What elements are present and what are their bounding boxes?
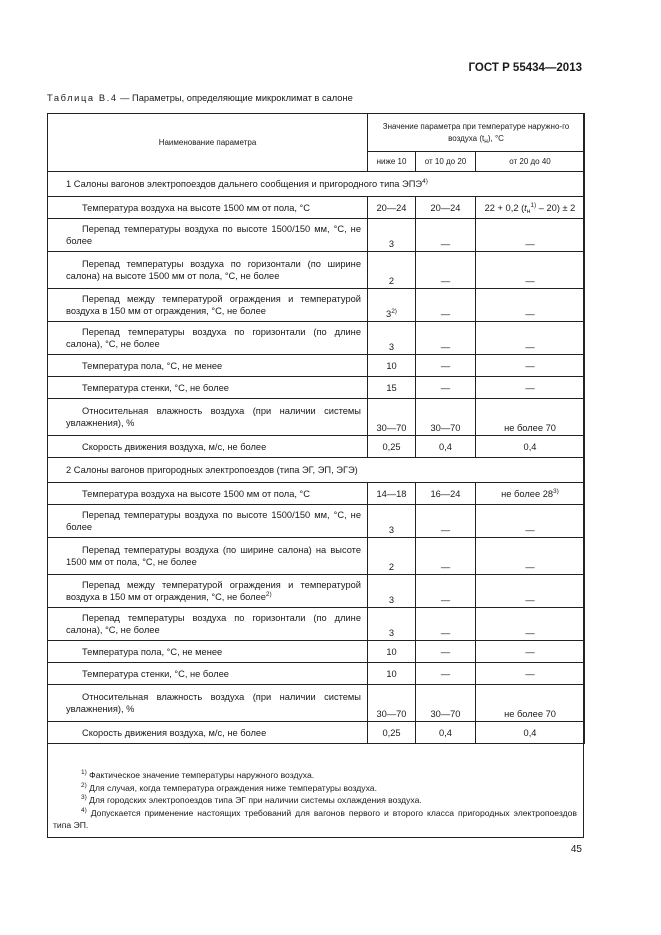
footnote-text: Для случая, когда температура ограждения ниже температуры воздуха. — [86, 782, 377, 793]
section-1-body — [48, 172, 585, 458]
value-10-20: — — [440, 382, 451, 393]
table-row — [48, 197, 585, 219]
value-below-10-cell — [368, 608, 416, 641]
param-name: Перепад температуры воздуха (по ширине салона) на высоте 1500 мм от пола, °С, не более — [66, 545, 361, 567]
param-name: Перепад между температурой ограждения и температурой воздуха в 150 мм от ограждения, °С, не более — [66, 580, 361, 602]
header-group-title: Значение параметра при температуре наружно-го воздуха (t — [382, 121, 570, 143]
value-formula-variable: t — [524, 202, 527, 213]
value-10-20-cell — [416, 608, 476, 641]
value-20-40: — — [525, 309, 535, 319]
section-title-footnote: 4) — [422, 178, 428, 185]
table-row — [48, 663, 585, 685]
value-below-10-cell — [368, 377, 416, 399]
value-10-20: 30—70 — [430, 709, 461, 719]
param-name: Температура воздуха на высоте 1500 мм от пола, °С — [82, 202, 310, 213]
value-10-20-cell — [416, 575, 476, 608]
section-title — [48, 172, 585, 197]
table-row — [48, 505, 585, 538]
table-row — [48, 377, 585, 399]
value-10-20-cell — [416, 483, 476, 505]
value-20-40-cell — [476, 197, 585, 219]
value-10-20: 0,4 — [439, 727, 452, 738]
param-name: Перепад температуры воздуха по высоте 1500/150 мм, °С, не более — [66, 224, 361, 246]
header-value-group — [368, 114, 585, 152]
value-20-40: — — [525, 239, 535, 249]
table-row — [48, 322, 585, 355]
value-20-40-cell — [476, 575, 585, 608]
table-row — [48, 289, 585, 322]
param-name-cell — [48, 436, 368, 458]
value-below-10-cell — [368, 219, 416, 252]
value-10-20: 20—24 — [430, 202, 461, 213]
value-10-20-cell — [416, 377, 476, 399]
value-10-20-cell — [416, 355, 476, 377]
value-10-20: — — [440, 309, 451, 319]
value-20-40-cell — [476, 252, 585, 289]
value-20-40-cell — [476, 608, 585, 641]
param-name-cell — [48, 377, 368, 399]
value-below-10: 2 — [388, 562, 395, 572]
page-number: 45 — [570, 844, 582, 855]
table-row — [48, 436, 585, 458]
value-below-10-cell — [368, 436, 416, 458]
value-below-10: 10 — [386, 360, 397, 371]
header-group-sub: н — [484, 137, 488, 145]
header-group-tail: ), °С — [487, 133, 504, 143]
value-20-40-cell — [476, 663, 585, 685]
value-20-40: — — [525, 342, 535, 352]
value-formula-end: – 20) ± 2 — [536, 202, 576, 213]
section-2-body — [48, 458, 585, 744]
value-20-40-cell — [476, 219, 585, 252]
value-20-40: 0,4 — [523, 441, 537, 452]
footnote-text: Для городских электропоездов типа ЭГ при наличии системы охлаждения воздуха. — [86, 795, 422, 805]
value-below-10: 10 — [386, 668, 397, 679]
microclimate-table — [47, 113, 585, 744]
table-row — [48, 641, 585, 663]
value-20-40-cell — [476, 399, 585, 436]
value-below-10: 3 — [388, 239, 395, 249]
value-20-40: — — [525, 646, 535, 657]
section-title-text: 2 Салоны вагонов пригородных электропоездов (типа ЭГ, ЭП, ЭГЭ) — [66, 465, 358, 475]
param-name: Перепад между температурой ограждения и температурой воздуха в 150 мм от ограждения, °С, не более — [66, 294, 361, 316]
param-name-cell — [48, 289, 368, 322]
value-10-20-cell — [416, 252, 476, 289]
param-name-cell — [48, 575, 368, 608]
value-below-10: 3 — [386, 309, 392, 319]
section-title — [48, 458, 585, 483]
value-below-10-cell — [368, 399, 416, 436]
value-20-40: — — [525, 360, 535, 371]
table-row — [48, 575, 585, 608]
value-below-10: 3 — [388, 595, 395, 605]
value-10-20: 16—24 — [430, 488, 461, 499]
value-footnote: 1) — [530, 201, 537, 209]
param-name-cell — [48, 641, 368, 663]
value-20-40: — — [525, 562, 535, 572]
value-below-10-cell — [368, 322, 416, 355]
value-below-10-cell — [368, 197, 416, 219]
value-20-40-cell — [476, 355, 585, 377]
value-10-20-cell — [416, 505, 476, 538]
section-title-text: 1 Салоны вагонов электропоездов дальнего сообщения и пригородного типа ЭПЭ — [66, 179, 423, 189]
value-20-40-cell — [476, 505, 585, 538]
param-name: Скорость движения воздуха, м/с, не более — [82, 727, 267, 738]
footnote-mark: 1) — [81, 769, 87, 776]
value-20-40-cell — [476, 436, 585, 458]
table-row — [48, 608, 585, 641]
value-10-20-cell — [416, 399, 476, 436]
param-name-cell — [48, 608, 368, 641]
value-10-20: — — [440, 646, 451, 657]
value-10-20: 0,4 — [439, 441, 452, 452]
header-col-10-20: от 10 до 20 — [416, 152, 476, 172]
value-20-40: — — [525, 595, 535, 605]
value-below-10: 14—18 — [376, 488, 407, 499]
value-20-40: — — [525, 276, 535, 286]
param-name-cell — [48, 399, 368, 436]
value-below-10-cell — [368, 252, 416, 289]
param-name: Перепад температуры воздуха по горизонтали (по ширине салона) на высоте 1500 мм от пола, °С, не более — [66, 259, 361, 281]
table-row — [48, 722, 585, 744]
value-20-40-cell — [476, 377, 585, 399]
value-10-20: — — [440, 342, 451, 352]
value-20-40: 0,4 — [523, 727, 537, 738]
value-below-10: 3 — [388, 525, 395, 535]
value-below-10-cell — [368, 685, 416, 722]
param-name: Температура пола, °С, не менее — [82, 646, 223, 657]
param-name: Относительная влажность воздуха (при наличии системы увлажнения), % — [66, 692, 361, 714]
table-caption-label: Таблица В.4 — [47, 93, 118, 103]
header-param-name: Наименование параметра — [48, 114, 368, 172]
value-formula-start: 22 + 0,2 ( — [484, 202, 525, 213]
value-below-10: 2 — [388, 276, 395, 286]
value-10-20: — — [440, 525, 451, 535]
value-below-10: 20—24 — [376, 202, 407, 213]
value-formula-sub: н — [526, 207, 531, 215]
footnote — [53, 794, 577, 807]
param-name: Перепад температуры воздуха по горизонтали (по длине салона), °С, не более — [66, 613, 361, 635]
param-name: Температура стенки, °С, не более — [82, 382, 229, 393]
param-name: Перепад температуры воздуха по горизонтали (по длине салона), °С, не более — [66, 327, 361, 349]
value-below-10-cell — [368, 483, 416, 505]
value-below-10: 15 — [386, 382, 397, 393]
header-col-below-10: ниже 10 — [368, 152, 416, 172]
value-below-10-cell — [368, 538, 416, 575]
value-10-20: — — [440, 668, 451, 679]
param-name-cell — [48, 197, 368, 219]
value-20-40-cell — [476, 322, 585, 355]
table-row — [48, 399, 585, 436]
value-below-10-cell — [368, 575, 416, 608]
footnote-mark: 2) — [81, 781, 87, 789]
value-below-10-cell — [368, 641, 416, 663]
value-20-40-cell — [476, 641, 585, 663]
footnote-mark: 3) — [81, 794, 87, 801]
value-10-20-cell — [416, 322, 476, 355]
footnote-text: Допускается применение настоящих требований для вагонов первого и второго класса пригородных электропоездов типа ЭП. — [53, 807, 577, 830]
param-name-cell — [48, 322, 368, 355]
footnote — [53, 782, 577, 795]
footnote-mark: 4) — [81, 806, 87, 814]
value-below-10: 0,25 — [382, 441, 401, 452]
value-below-10-cell — [368, 355, 416, 377]
section-heading-row — [48, 172, 585, 197]
param-name: Относительная влажность воздуха (при наличии системы увлажнения), % — [66, 406, 361, 428]
table-caption — [47, 93, 353, 103]
value-below-10: 0,25 — [382, 727, 401, 738]
param-name: Температура воздуха на высоте 1500 мм от пола, °С — [82, 488, 310, 499]
value-20-40: — — [525, 525, 535, 535]
footnote — [53, 769, 577, 782]
table-row — [48, 483, 585, 505]
param-name-cell — [48, 483, 368, 505]
value-below-10: 30—70 — [376, 709, 407, 719]
standard-number: ГОСТ Р 55434—2013 — [468, 62, 582, 74]
table-row — [48, 538, 585, 575]
value-below-10-cell — [368, 663, 416, 685]
value-20-40: — — [525, 382, 535, 393]
value-20-40: — — [525, 668, 535, 679]
value-20-40: не более 70 — [504, 709, 556, 719]
value-10-20-cell — [416, 538, 476, 575]
param-name: Температура стенки, °С, не более — [82, 668, 229, 679]
value-20-40-cell — [476, 722, 585, 744]
value-10-20-cell — [416, 663, 476, 685]
value-below-10-cell — [368, 289, 416, 322]
param-name-cell — [48, 219, 368, 252]
table-caption-text: — Параметры, определяющие микроклимат в салоне — [117, 93, 353, 103]
param-name-cell — [48, 538, 368, 575]
value-10-20-cell — [416, 641, 476, 663]
param-name-cell — [48, 722, 368, 744]
param-name: Перепад температуры воздуха по высоте 1500/150 мм, °С, не более — [66, 510, 361, 532]
table-row — [48, 355, 585, 377]
value-10-20-cell — [416, 197, 476, 219]
value-10-20-cell — [416, 289, 476, 322]
value-10-20: — — [440, 562, 451, 572]
table-header — [48, 114, 585, 172]
value-10-20: — — [440, 360, 451, 371]
param-name-cell — [48, 252, 368, 289]
table-row — [48, 219, 585, 252]
section-heading-row — [48, 458, 585, 483]
value-10-20: 30—70 — [430, 423, 461, 433]
value-10-20-cell — [416, 722, 476, 744]
value-10-20: — — [440, 628, 451, 638]
value-footnote: 2) — [391, 308, 397, 315]
value-10-20: — — [440, 239, 451, 249]
value-below-10: 3 — [388, 628, 395, 638]
value-20-40: не более 70 — [504, 423, 556, 433]
table-row — [48, 685, 585, 722]
param-name: Температура пола, °С, не менее — [82, 360, 223, 371]
value-10-20-cell — [416, 685, 476, 722]
param-name-cell — [48, 663, 368, 685]
value-20-40: — — [525, 628, 535, 638]
value-20-40-cell — [476, 538, 585, 575]
param-name-cell — [48, 505, 368, 538]
value-10-20-cell — [416, 436, 476, 458]
value-10-20-cell — [416, 219, 476, 252]
value-20-40-cell — [476, 289, 585, 322]
value-10-20: — — [440, 276, 451, 286]
param-name-footnote: 2) — [265, 591, 272, 598]
param-name-cell — [48, 685, 368, 722]
param-name: Скорость движения воздуха, м/с, не более — [82, 441, 267, 452]
value-20-40: не более 28 — [501, 488, 554, 499]
value-below-10: 10 — [386, 646, 397, 657]
value-20-40-cell — [476, 483, 585, 505]
param-name-cell — [48, 355, 368, 377]
value-20-40-cell — [476, 685, 585, 722]
value-below-10-cell — [368, 722, 416, 744]
value-below-10: 30—70 — [376, 423, 407, 433]
value-below-10-cell — [368, 505, 416, 538]
footnote-text: Фактическое значение температуры наружного воздуха. — [86, 770, 315, 780]
footnote — [53, 807, 577, 832]
value-footnote: 3) — [553, 487, 559, 495]
table-row — [48, 252, 585, 289]
value-below-10: 3 — [388, 342, 395, 352]
value-10-20: — — [440, 595, 451, 605]
header-col-20-40: от 20 до 40 — [476, 152, 585, 172]
footnotes — [47, 769, 584, 832]
